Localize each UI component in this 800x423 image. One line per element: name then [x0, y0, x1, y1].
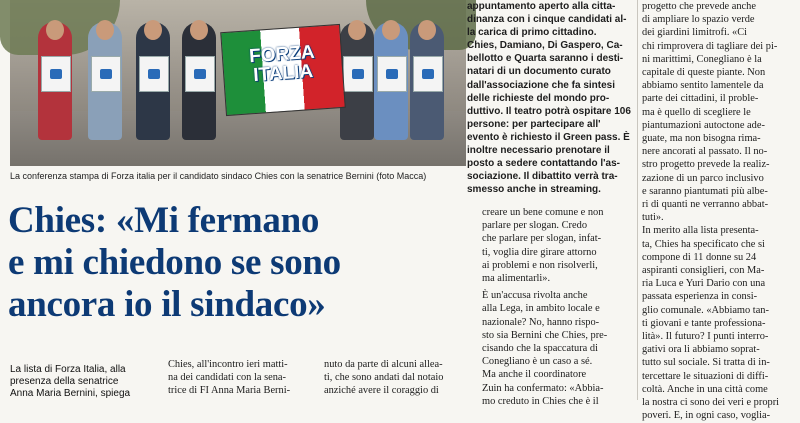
article-line: ti giovani e tante professiona-	[642, 317, 766, 329]
article-line: dall'associazione che fa sintesi	[467, 79, 615, 91]
party-banner	[220, 24, 346, 116]
article-line: poveri. E, in ogni caso, voglia-	[642, 410, 771, 422]
article-line: nazionale? No, hanno rispo-	[482, 316, 600, 328]
article-line: sto sia Bernini che Chies, pre-	[482, 329, 608, 341]
article-line: cisando che la spaccatura di	[482, 343, 598, 355]
article-line: tercettare le situazioni di diffi-	[642, 370, 769, 382]
article-line: dinanza con i cinque candidati al-	[467, 14, 627, 26]
article-line: ri di quanti ne verranno abbat-	[642, 199, 769, 211]
article-line: Conegliano è un caso a sé.	[482, 356, 593, 368]
article-line: bellotto e Quarta saranno i desti-	[467, 53, 624, 65]
article-line: sociazione. Il dibattito verrà tra-	[467, 171, 618, 183]
article-column-right	[642, 0, 792, 422]
person	[182, 22, 216, 140]
article-line: progetto che prevede anche	[642, 1, 756, 12]
article-line: coltà. Anche in una città come	[642, 383, 768, 395]
headline-line: ancora io il sindaco»	[8, 284, 326, 325]
article-line: tutto sul sociale. Si tratta di in-	[642, 357, 770, 369]
person	[340, 22, 374, 140]
article-column-bottom-right	[324, 358, 464, 400]
headline-line: Chies: «Mi fermano	[8, 200, 320, 241]
article-line: lità». Il futuro? I punti interro-	[642, 331, 769, 343]
article-line: evento è richiesto il Green pass. È	[467, 131, 630, 143]
article-line: guate, ma non bisogna rima-	[642, 133, 761, 145]
article-line: ma è quello di scegliere le	[642, 106, 751, 118]
article-line: gativi ora li abbiamo soprat-	[642, 344, 760, 356]
article-line: Ma anche il coordinatore	[482, 369, 587, 381]
article-line: trice di FI Anna Maria Berni-	[168, 385, 291, 397]
photo-caption: La conferenza stampa di Forza italia per il candidato sindaco Chies con la senatrice Bernini (foto Macca)	[10, 171, 427, 181]
article-line: abbiamo sentito lamentele da	[642, 80, 764, 92]
article-line: ti, voglia dire girare attorno	[482, 246, 597, 258]
person	[38, 22, 72, 140]
press-conference-photo	[10, 0, 466, 166]
article-line: na dei candidati con la sena-	[168, 372, 286, 384]
lead-line: Anna Maria Bernini, spiega	[10, 388, 131, 399]
article-line: anziché avere il coraggio di	[324, 385, 439, 397]
article-line: delle richieste del mondo pro-	[467, 92, 610, 104]
article-line: aspiranti consiglieri, con Ma-	[642, 265, 765, 277]
article-line: nere ancorati al passato. Il no-	[642, 146, 768, 158]
article-line: ma alimentarli».	[482, 273, 551, 285]
article-line: duttivo. Il teatro potrà ospitare 106	[467, 105, 631, 117]
article-line: chi rimprovera di tagliare dei pi-	[642, 40, 778, 52]
article-line: parlare per slogan. Credo	[482, 220, 588, 232]
article-line: ni marittimi, Conegliano è la	[642, 53, 762, 65]
article-line: tuti».	[642, 212, 664, 224]
lead-paragraph	[10, 364, 150, 400]
article-line: che parlare per slogan, infat-	[482, 233, 602, 245]
article-line: compone di 11 donne su 24	[642, 251, 757, 263]
article-line: glio comunale. «Abbiamo tan-	[642, 304, 769, 316]
article-line: Zuin ha confermato: «Abbia-	[482, 382, 604, 394]
headline-line: e mi chiedono se sono	[8, 242, 341, 283]
article-line: alla Lega, in ambito locale e	[482, 303, 600, 315]
article-line: Chies, all'incontro ieri matti-	[168, 359, 288, 370]
article-line: ti, che sono andati dal notaio	[324, 372, 444, 384]
article-line: posto a sedere contattando l'as-	[467, 158, 620, 170]
article-line: capitale di queste piante. Non	[642, 67, 766, 79]
person	[374, 22, 408, 140]
article-line: ai problemi e non risolverli,	[482, 259, 598, 271]
lead-line: presenza della senatrice	[10, 376, 119, 387]
article-line: nuto da parte di alcuni allea-	[324, 359, 443, 370]
article-line: Chies, Damiano, Di Gaspero, Ca-	[467, 40, 623, 52]
article-line: ria Luca e Yuri Dario con una	[642, 278, 766, 290]
article-line: passata esperienza in consi-	[642, 291, 758, 303]
article-line: mo creduto in Chies che è il	[482, 395, 599, 407]
column-divider	[637, 0, 638, 400]
article-line: stro progetto prevede la realiz-	[642, 159, 770, 171]
article-line: inoltre necessario prenotare il	[467, 145, 610, 157]
article-line: la carica di primo cittadino.	[467, 27, 597, 39]
article-column-middle	[482, 206, 632, 407]
person	[88, 22, 122, 140]
person	[136, 22, 170, 140]
article-line: In merito alla lista presenta-	[642, 225, 759, 237]
article-line: natari di un documento curato	[467, 66, 611, 78]
lead-line: La lista di Forza Italia, alla	[10, 364, 126, 375]
article-line: smesso anche in streaming.	[467, 184, 601, 196]
article-line: parte dei cittadini, il proble-	[642, 93, 759, 105]
article-line: la nostra ci sono dei veri e propri	[642, 397, 780, 409]
article-line: zazione di un parco inclusivo	[642, 172, 764, 184]
article-line: ta, Chies ha specificato che si	[642, 238, 765, 250]
article-line: appuntamento aperto alla citta-	[467, 1, 616, 12]
banner-text: FORZA ITALIA	[248, 41, 316, 87]
article-line: di ampliare lo spazio verde	[642, 14, 755, 26]
article-line: persone: per partecipare all'	[467, 118, 601, 130]
article-column-bottom-left	[168, 358, 316, 400]
person	[410, 22, 444, 140]
article-line: piantumazioni autoctone ade-	[642, 119, 765, 131]
headline	[8, 200, 468, 326]
article-column-top	[467, 0, 632, 208]
article-line: È un'accusa rivolta anche	[482, 290, 588, 302]
article-line: e saranno piantumati più albe-	[642, 185, 768, 197]
article-line: creare un bene comune e non	[482, 207, 604, 218]
article-line: dei giardini limitrofi. «Ci	[642, 27, 748, 39]
